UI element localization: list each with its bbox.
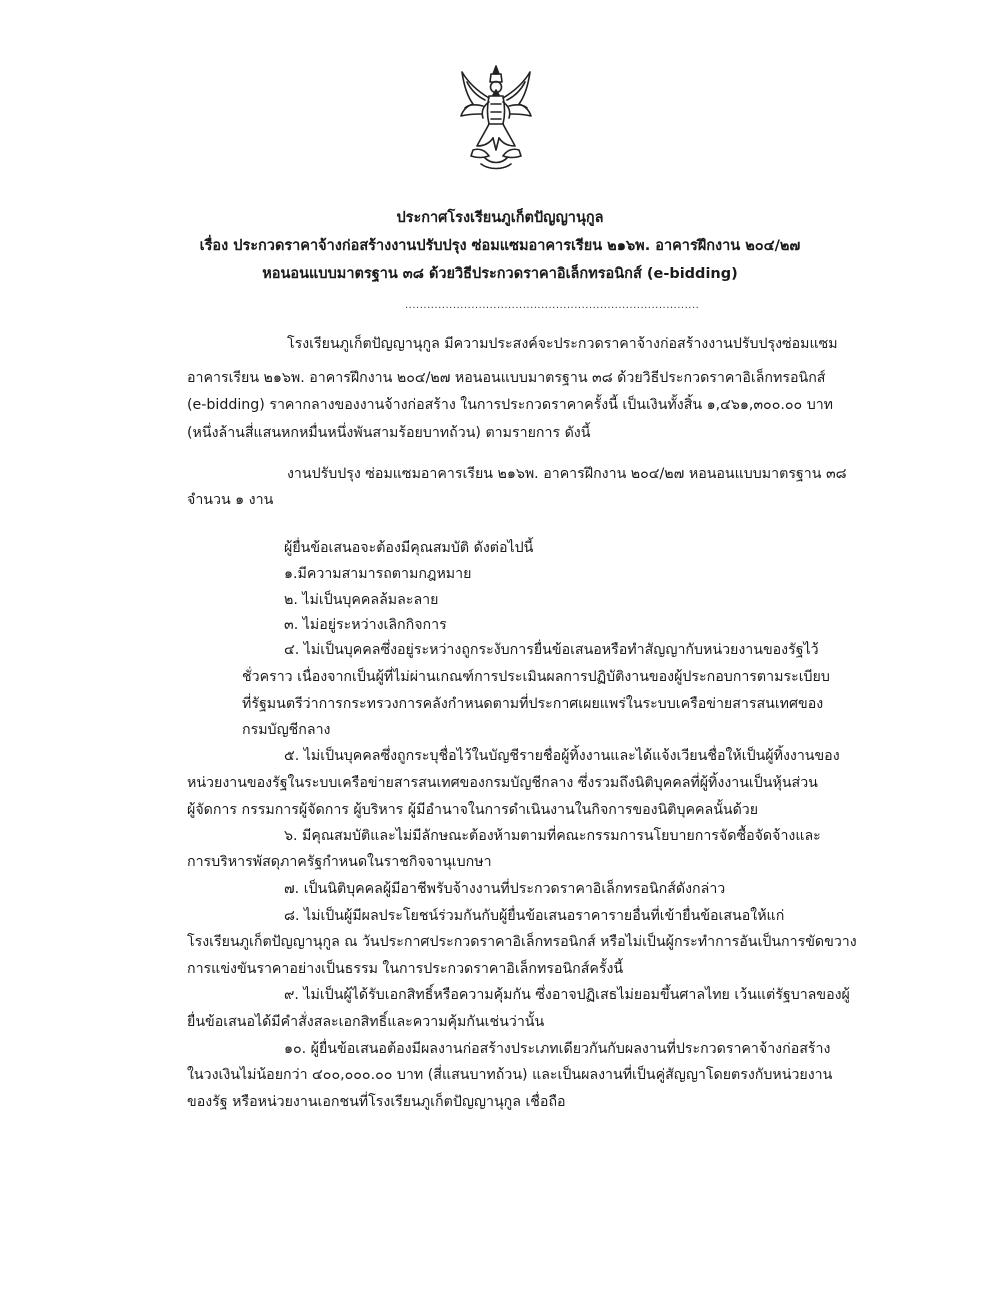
qualification-10-line-3: ของรัฐ หรือหน่วยงานเอกชนที่โรงเรียนภูเก็ตปัญญานุกูล เชื่อถือ: [187, 1094, 566, 1110]
qualification-9-line-1: ๙. ไม่เป็นผู้ได้รับเอกสิทธิ์หรือความคุ้มกัน ซึ่งอาจปฏิเสธไม่ยอมขึ้นศาลไทย เว้นแต่รัฐบาลของผู้: [284, 987, 850, 1003]
qualification-1: ๑.มีความสามารถตามกฎหมาย: [284, 566, 472, 582]
qualification-8-line-2: โรงเรียนภูเก็ตปัญญานุกูล ณ วันประกาศประกวดราคาอิเล็กทรอนิกส์ หรือไม่เป็นผู้กระทำการอันเป็นการขัดขวาง: [187, 934, 857, 950]
title-divider: ................................................................................: [405, 300, 700, 311]
qualification-5-line-1: ๕. ไม่เป็นบุคคลซึ่งถูกระบุชื่อไว้ในบัญชีรายชื่อผู้ทิ้งงานและได้แจ้งเวียนชื่อให้เป็นผู้ทิ้งงานของ: [284, 748, 840, 764]
work-line-2: จำนวน ๑ งาน: [187, 492, 274, 508]
intro-line-1: โรงเรียนภูเก็ตปัญญานุกูล มีความประสงค์จะประกวดราคาจ้างก่อสร้างงานปรับปรุงซ่อมแซม: [287, 336, 838, 352]
qualification-2: ๒. ไม่เป็นบุคคลล้มละลาย: [284, 592, 439, 608]
work-line-1: งานปรับปรุง ซ่อมแซมอาคารเรียน ๒๑๖พ. อาคารฝึกงาน ๒๐๔/๒๗ หอนอนแบบมาตรฐาน ๓๘: [287, 466, 847, 482]
title-line-1: ประกาศโรงเรียนภูเก็ตปัญญานุกูล: [396, 210, 604, 226]
qualification-5-line-3: ผู้จัดการ กรรมการผู้จัดการ ผู้บริหาร ผู้มีอำนาจในการดำเนินงานในกิจการของนิติบุคคลนั้นด้วย: [187, 802, 759, 818]
qualification-heading: ผู้ยื่นข้อเสนอจะต้องมีคุณสมบัติ ดังต่อไปนี้: [284, 540, 534, 556]
qualification-4-line-3: ที่รัฐมนตรีว่าการกระทรวงการคลังกำหนดตามที่ประกาศเผยแพร่ในระบบเครือข่ายสารสนเทศของ: [242, 696, 824, 712]
qualification-10-line-2: ในวงเงินไม่น้อยกว่า ๔๐๐,๐๐๐.๐๐ บาท (สี่แสนบาทถ้วน) และเป็นผลงานที่เป็นคู่สัญญาโดยตรงกับหน่วยงาน: [187, 1067, 833, 1083]
qualification-5-line-2: หน่วยงานของรัฐในระบบเครือข่ายสารสนเทศของกรมบัญชีกลาง ซึ่งรวมถึงนิติบุคคลที่ผู้ทิ้งงานเป็นหุ้นส่วน: [187, 775, 818, 791]
announcement-title: [150, 204, 850, 288]
qualification-6-line-2: การบริหารพัสดุภาครัฐกำหนดในราชกิจจานุเบกษา: [187, 854, 492, 870]
qualification-8-line-3: การแข่งขันราคาอย่างเป็นธรรม ในการประกวดราคาอิเล็กทรอนิกส์ครั้งนี้: [187, 961, 624, 977]
intro-line-2: อาคารเรียน ๒๑๖พ. อาคารฝึกงาน ๒๐๔/๒๗ หอนอนแบบมาตรฐาน ๓๘ ด้วยวิธีประกวดราคาอิเล็กทรอนิกส์: [187, 370, 826, 386]
intro-line-3: (e-bidding) ราคากลางของงานจ้างก่อสร้าง ในการประกวดราคาครั้งนี้ เป็นเงินทั้งสิ้น ๑,๔๖๑,๓๐๐.๐๐ บาท: [187, 397, 834, 413]
title-line-2: เรื่อง ประกวดราคาจ้างก่อสร้างงานปรับปรุง ซ่อมแซมอาคารเรียน ๒๑๖พ. อาคารฝึกงาน ๒๐๔/๒๗: [199, 238, 801, 254]
qualification-4-line-4: กรมบัญชีกลาง: [242, 722, 331, 738]
qualification-9-line-2: ยื่นข้อเสนอได้มีคำสั่งสละเอกสิทธิ์และความคุ้มกันเช่นว่านั้น: [187, 1014, 545, 1030]
qualification-7: ๗. เป็นนิติบุคคลผู้มีอาชีพรับจ้างงานที่ประกวดราคาอิเล็กทรอนิกส์ดังกล่าว: [284, 881, 726, 897]
qualification-4-line-2: ชั่วคราว เนื่องจากเป็นผู้ที่ไม่ผ่านเกณฑ์การประเมินผลการปฏิบัติงานของผู้ประกอบการตามระเบียบ: [242, 669, 830, 685]
qualification-3: ๓. ไม่อยู่ระหว่างเลิกกิจการ: [284, 617, 447, 633]
qualification-10-line-1: ๑๐. ผู้ยื่นข้อเสนอต้องมีผลงานก่อสร้างประเภทเดียวกันกับผลงานที่ประกวดราคาจ้างก่อสร้าง: [284, 1041, 831, 1057]
title-line-3: หอนอนแบบมาตรฐาน ๓๘ ด้วยวิธีประกวดราคาอิเล็กทรอนิกส์ (e-bidding): [262, 266, 738, 282]
qualification-6-line-1: ๖. มีคุณสมบัติและไม่มีลักษณะต้องห้ามตามที่คณะกรรมการนโยบายการจัดซื้อจัดจ้างและ: [284, 828, 821, 844]
garuda-emblem-icon: [455, 62, 537, 174]
qualification-8-line-1: ๘. ไม่เป็นผู้มีผลประโยชน์ร่วมกันกับผู้ยื่นข้อเสนอราคารายอื่นที่เข้ายื่นข้อเสนอให้แก่: [284, 908, 785, 924]
qualification-4-line-1: ๔. ไม่เป็นบุคคลซึ่งอยู่ระหว่างถูกระงับการยื่นข้อเสนอหรือทำสัญญากับหน่วยงานของรัฐไว้: [284, 642, 819, 658]
intro-line-4: (หนึ่งล้านสี่แสนหกหมื่นหนึ่งพันสามร้อยบาทถ้วน) ตามรายการ ดังนี้: [187, 425, 591, 441]
